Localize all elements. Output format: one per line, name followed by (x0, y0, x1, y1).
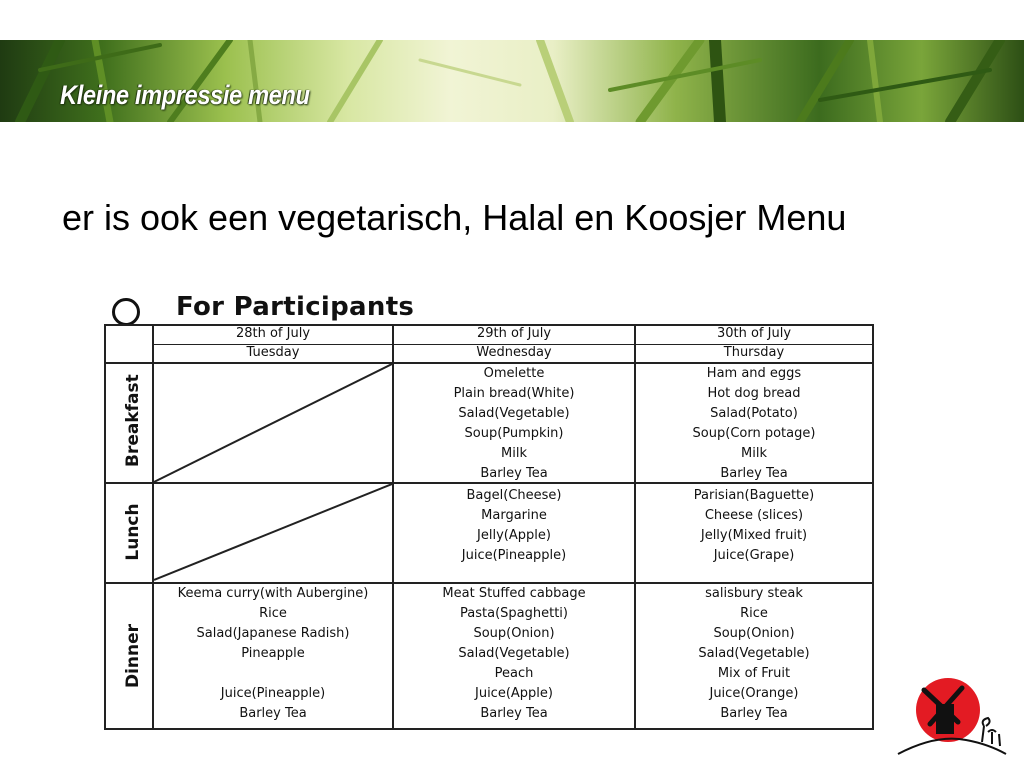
slide-subtitle: er is ook een vegetarisch, Halal en Koosjer Menu (62, 197, 847, 238)
list-item: salisbury steak (705, 586, 803, 601)
list-spacer (154, 664, 392, 684)
list-item: Peach (494, 666, 534, 681)
list-item: Rice (740, 606, 768, 621)
list-item: Juice(Pineapple) (220, 686, 326, 701)
list-item: Juice(Apple) (475, 686, 553, 701)
list-item: Soup(Onion) (473, 626, 555, 641)
slide-title: Kleine impressie menu (60, 80, 310, 110)
list-item: Ham and eggs (706, 366, 802, 381)
list-item: Milk (741, 446, 767, 461)
empty-cell-diagonals (154, 364, 392, 584)
list-item: Salad(Japanese Radish) (196, 626, 350, 641)
list-item: Barley Tea (239, 706, 307, 721)
list-item: Juice(Orange) (709, 686, 799, 701)
day1-weekday: Tuesday (246, 345, 300, 360)
list-item: Juice(Grape) (713, 548, 795, 563)
lunch-day3-list (636, 486, 872, 566)
day2-date: 29th of July (476, 326, 552, 341)
list-item: Salad(Vegetable) (698, 646, 810, 661)
list-item: Pasta(Spaghetti) (460, 606, 568, 621)
windmill-logo-icon (896, 674, 1008, 756)
header-banner (0, 40, 1024, 122)
list-item: Pineapple (241, 646, 305, 661)
breakfast-day3-list (636, 364, 872, 484)
list-item: Plain bread(White) (453, 386, 575, 401)
list-item: Salad(Potato) (710, 406, 798, 421)
dinner-day3-list (636, 584, 872, 724)
day1-date: 28th of July (235, 326, 311, 341)
list-item: Parisian(Baguette) (693, 488, 815, 503)
lunch-day2-list (394, 486, 634, 566)
list-item: Margarine (481, 508, 547, 523)
list-item: Soup(Pumpkin) (464, 426, 564, 441)
list-item: Juice(Pineapple) (461, 548, 567, 563)
list-item: Hot dog bread (707, 386, 801, 401)
menu-grid (104, 324, 874, 730)
meal-breakfast: Breakfast (123, 374, 143, 467)
menu-table-image (100, 292, 876, 732)
breakfast-day2-list (394, 364, 634, 484)
list-item: Salad(Vegetable) (458, 646, 570, 661)
dinner-day1-list (154, 584, 392, 724)
list-item: Soup(Onion) (713, 626, 795, 641)
list-item: Jelly(Apple) (477, 528, 551, 543)
list-item: Barley Tea (720, 706, 788, 721)
day3-date: 30th of July (716, 326, 792, 341)
day3-weekday: Thursday (723, 345, 785, 360)
list-item: Barley Tea (720, 466, 788, 481)
list-item: Cheese (slices) (704, 508, 804, 523)
list-item: Mix of Fruit (717, 666, 791, 681)
list-item: Bagel(Cheese) (466, 488, 562, 503)
list-item: Keema curry(with Aubergine) (177, 586, 369, 601)
dinner-day2-list (394, 584, 634, 724)
circle-marker (112, 298, 140, 326)
list-item: Rice (259, 606, 287, 621)
list-item: Barley Tea (480, 466, 548, 481)
meal-dinner: Dinner (123, 623, 143, 689)
list-item: Soup(Corn potage) (692, 426, 816, 441)
list-item: Salad(Vegetable) (458, 406, 570, 421)
day2-weekday: Wednesday (476, 345, 552, 360)
list-item: Jelly(Mixed fruit) (700, 528, 808, 543)
meal-lunch: Lunch (123, 503, 143, 561)
list-item: Milk (501, 446, 527, 461)
list-item: Meat Stuffed cabbage (442, 586, 586, 601)
menu-heading: For Participants (176, 292, 415, 322)
list-item: Barley Tea (480, 706, 548, 721)
list-item: Omelette (483, 366, 545, 381)
